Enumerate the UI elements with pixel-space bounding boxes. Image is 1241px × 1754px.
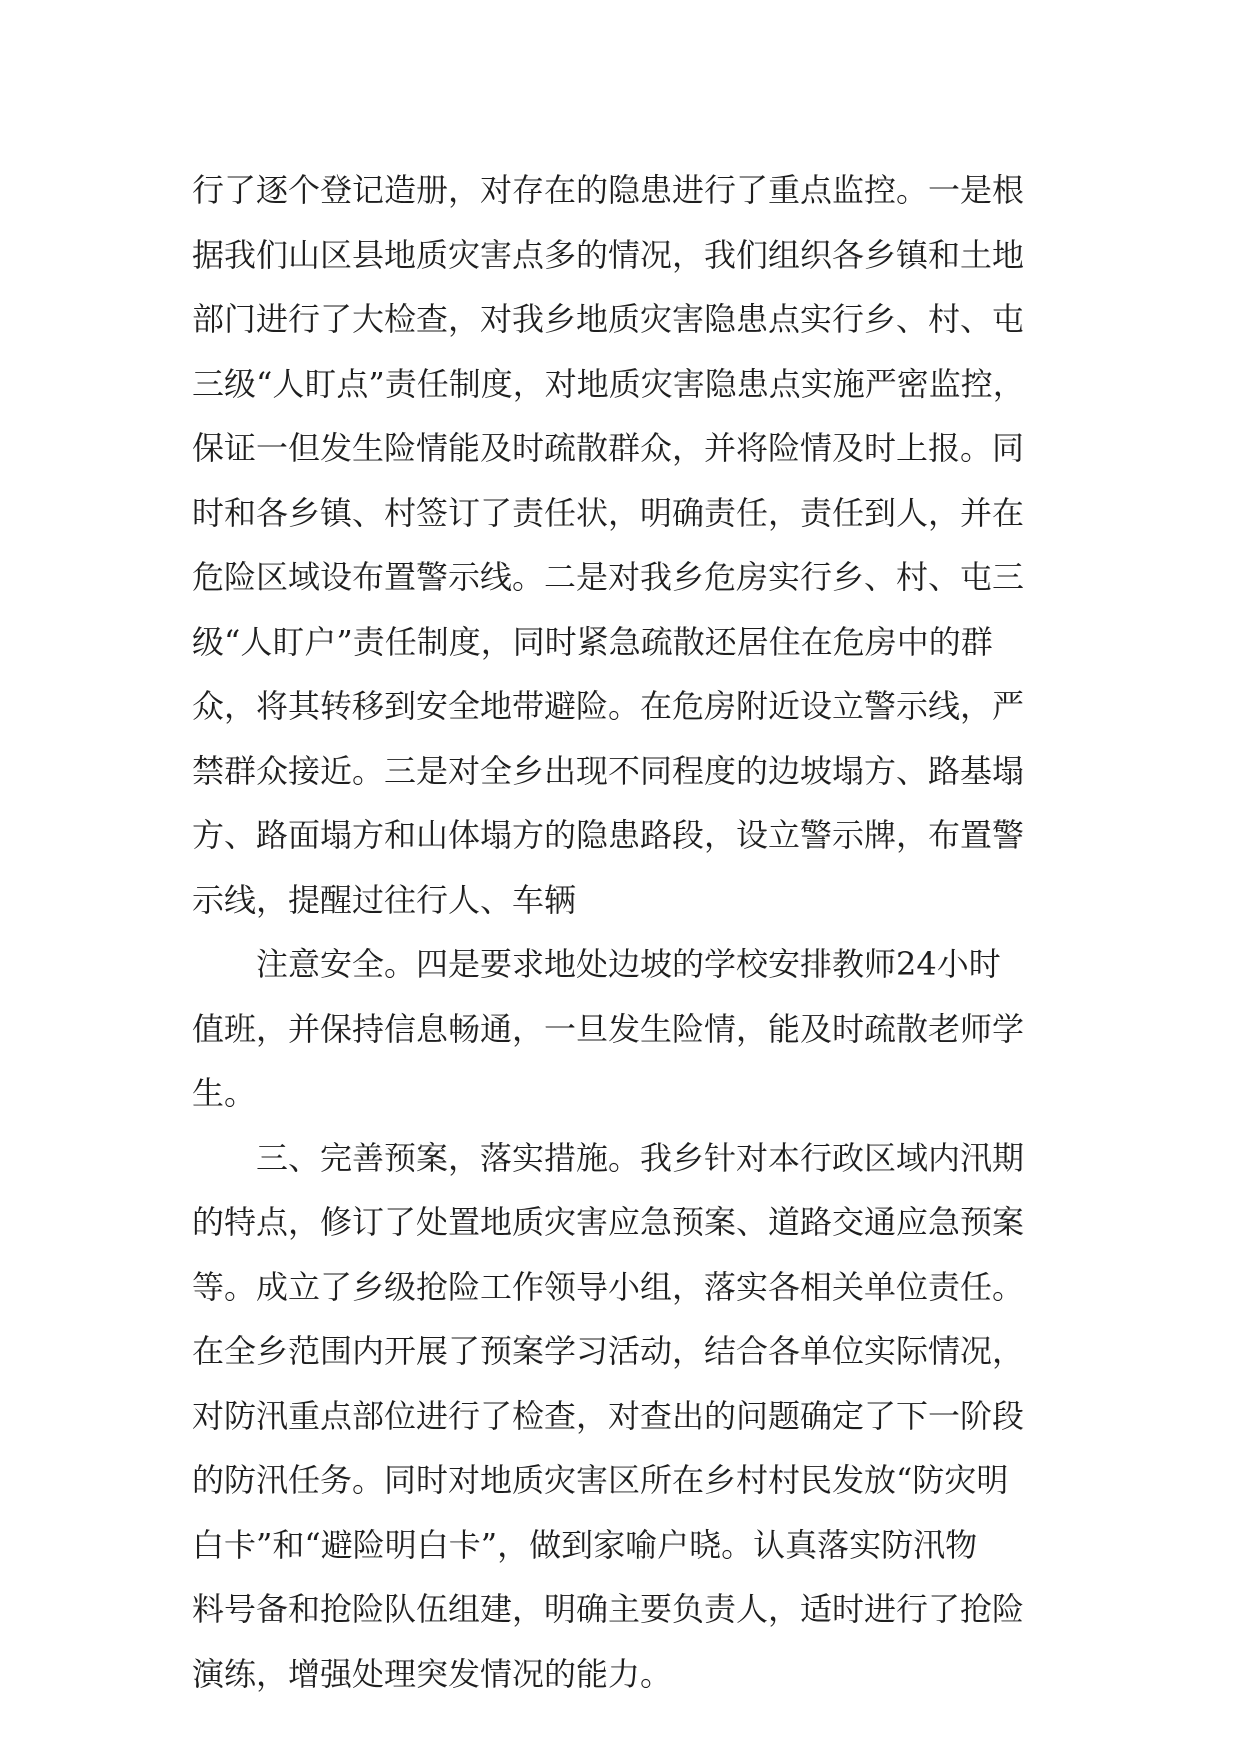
text-line: 在全乡范围内开展了预案学习活动，结合各单位实际情况， [192,1332,1025,1370]
body-text [192,158,1072,1706]
text-line: 级“人盯户”责任制度，同时紧急疏散还居住在危房中的群 [192,622,993,661]
text-line: 时和各乡镇、村签订了责任状，明确责任，责任到人，并在 [192,493,1025,532]
text-line: 方、路面塌方和山体塌方的隐患路段，设立警示牌，布置警 [192,816,1025,854]
text-line: 部门进行了大检查，对我乡地质灾害隐患点实行乡、村、屯 [192,300,1025,338]
text-line: 据我们山区县地质灾害点多的情况，我们组织各乡镇和土地 [192,235,1025,274]
text-line: 值班，并保持信息畅通，一旦发生险情，能及时疏散老师学 [192,1009,1025,1048]
text-line: 保证一但发生险情能及时疏散群众，并将险情及时上报。同 [192,429,1025,467]
text-line: 白卡”和“避险明白卡”，做到家喻户晓。认真落实防汛物 [192,1525,978,1564]
text-line: 料号备和抢险队伍组建，明确主要负责人，适时进行了抢险 [192,1590,1025,1628]
text-line: 对防汛重点部位进行了检查，对查出的问题确定了下一阶段 [192,1396,1025,1435]
text-line: 的特点，修订了处置地质灾害应急预案、道路交通应急预案 [192,1203,1025,1241]
text-line: 示线，提醒过往行人、车辆 [192,880,577,919]
text-line: 三级“人盯点”责任制度，对地质灾害隐患点实施严密监控， [192,364,1025,403]
text-line: 的防汛任务。同时对地质灾害区所在乡村村民发放“防灾明 [192,1461,1009,1499]
text-line: 禁群众接近。三是对全乡出现不同程度的边坡塌方、路基塌 [192,751,1025,790]
text-line: 行了逐个登记造册，对存在的隐患进行了重点监控。一是根 [192,171,1025,209]
text-line: 生。 [192,1074,257,1112]
paragraph-start-line: 注意安全。四是要求地处边坡的学校安排教师24小时 [256,945,1001,983]
text-line: 危险区域设布置警示线。二是对我乡危房实行乡、村、屯三 [192,558,1025,596]
text-line: 演练，增强处理突发情况的能力。 [192,1654,673,1693]
text-line: 众，将其转移到安全地带避险。在危房附近设立警示线，严 [192,687,1025,725]
paragraph-start-line: 三、完善预案，落实措施。我乡针对本行政区域内汛期 [256,1138,1025,1177]
text-line: 等。成立了乡级抢险工作领导小组，落实各相关单位责任。 [192,1267,1025,1306]
